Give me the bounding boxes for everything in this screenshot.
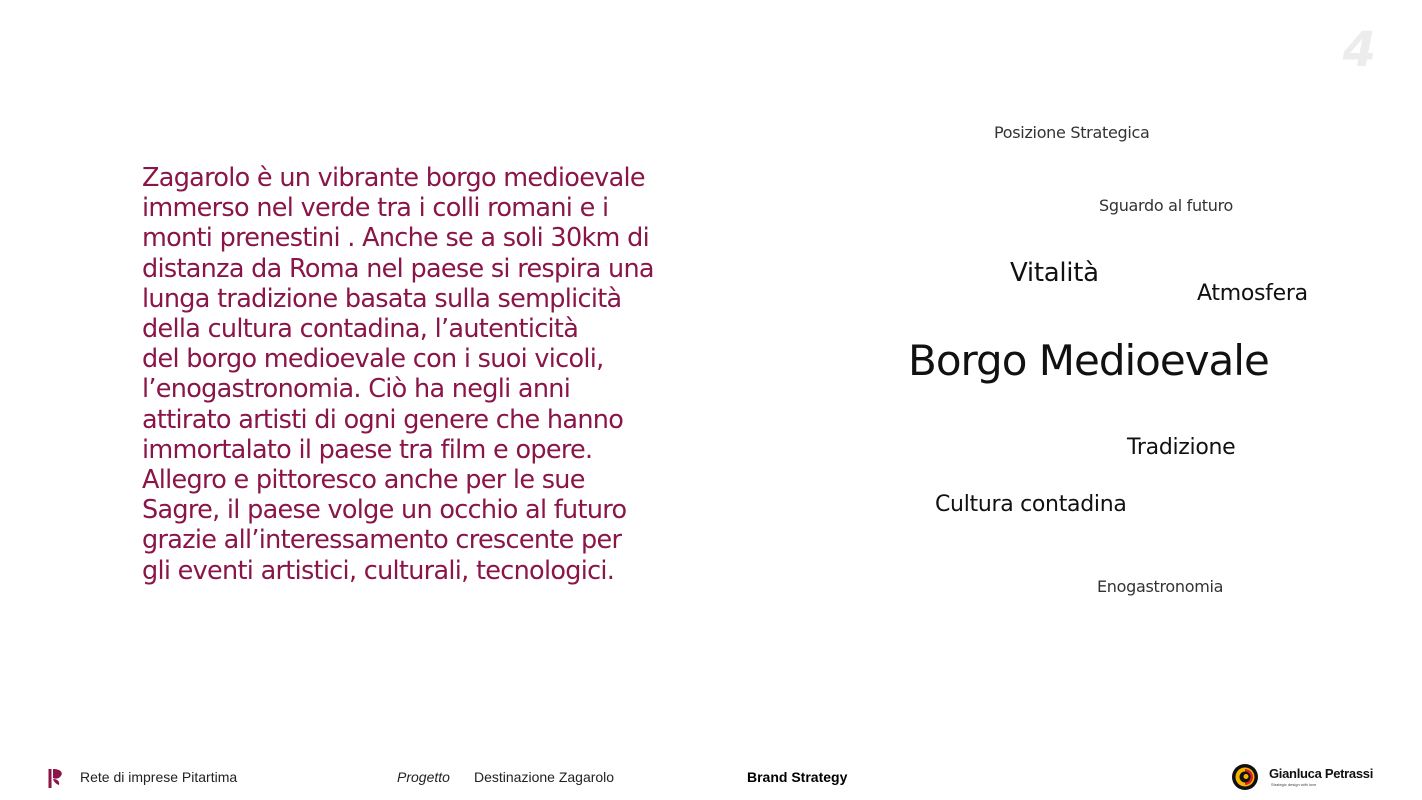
section-title: Brand Strategy: [747, 769, 848, 785]
footer: [0, 760, 1422, 796]
keyword-sguardo-al-futuro: Sguardo al futuro: [1099, 196, 1234, 215]
keyword-atmosfera: Atmosfera: [1197, 281, 1308, 306]
paragraph-line: gli eventi artistici, culturali, tecnologici.: [142, 555, 615, 586]
network-name: Rete di imprese Pitartima: [80, 769, 238, 785]
paragraph-line: Zagarolo è un vibrante borgo medioevale: [142, 163, 645, 193]
page-number: 4: [1342, 22, 1376, 78]
project-label: Progetto: [397, 769, 450, 785]
keyword-enogastronomia: Enogastronomia: [1097, 577, 1224, 596]
paragraph-line: attirato artisti di ogni genere che hanno: [142, 404, 624, 435]
paragraph-line: immerso nel verde tra i colli romani e i: [142, 193, 609, 224]
paragraph-line: del borgo medioevale con i suoi vicoli,: [142, 344, 604, 375]
keyword-posizione-strategica: Posizione Strategica: [994, 123, 1150, 142]
keyword-borgo-medioevale: Borgo Medioevale: [908, 336, 1269, 385]
project-name: Destinazione Zagarolo: [474, 769, 615, 785]
pitartima-logo-icon: [48, 767, 66, 789]
brand-logo: [1231, 762, 1381, 792]
paragraph-line: monti prenestini . Anche se a soli 30km di: [142, 223, 649, 254]
keyword-cultura-contadina: Cultura contadina: [935, 492, 1127, 517]
paragraph-line: l’enogastronomia. Ciò ha negli anni: [142, 374, 571, 405]
paragraph-line: Allegro e pittoresco anche per le sue: [142, 465, 585, 496]
brand-name: Gianluca Petrassi: [1269, 766, 1374, 781]
keyword-tradizione: Tradizione: [1127, 435, 1236, 460]
paragraph-line: Sagre, il paese volge un occhio al futuro: [142, 495, 627, 526]
paragraph-line: della cultura contadina, l’autenticità: [142, 314, 579, 345]
keyword-vitalita: Vitalità: [1010, 258, 1099, 288]
paragraph-line: grazie all’interessamento crescente per: [142, 525, 622, 556]
paragraph-line: lunga tradizione basata sulla semplicità: [142, 283, 622, 314]
brand-spiral-icon: [1231, 763, 1259, 791]
brand-tagline: Strategic design with love: [1271, 782, 1317, 787]
intro-paragraph: [142, 163, 682, 586]
paragraph-line: distanza da Roma nel paese si respira una: [142, 253, 654, 284]
paragraph-line: immortalato il paese tra film e opere.: [142, 434, 593, 465]
